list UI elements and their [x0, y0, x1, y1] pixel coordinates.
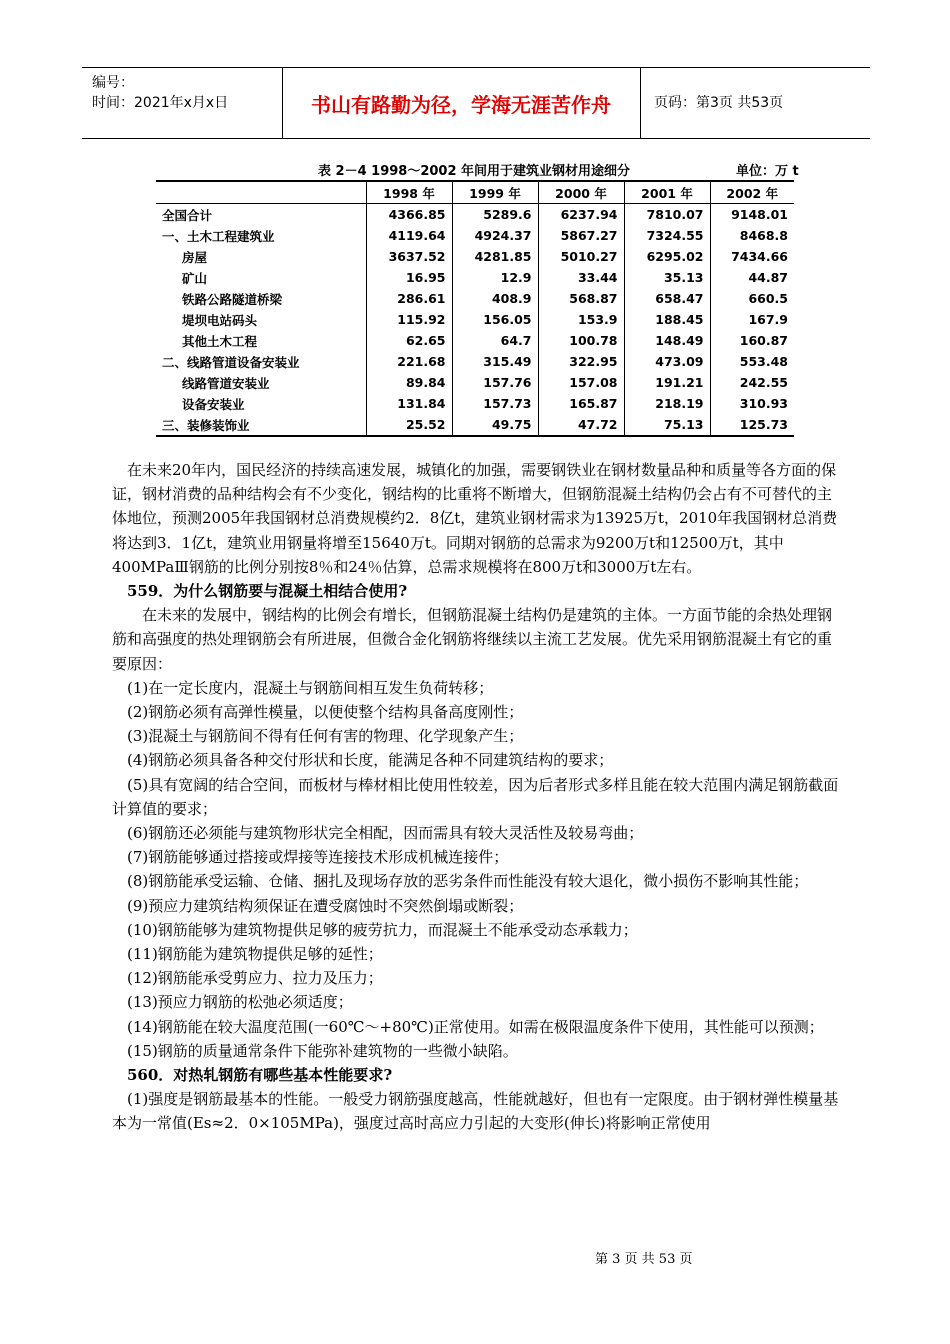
table-cell: 8468.8: [739, 228, 788, 243]
row-label: 设备安装业: [156, 393, 366, 414]
row-label: 一、土木工程建筑业: [156, 225, 366, 246]
page-label: 页码：第3页 共53页: [654, 95, 784, 111]
row-label: 全国合计: [156, 204, 366, 226]
list-item: (11)钢筋能为建筑物提供足够的延性；: [127, 945, 383, 964]
table-cell: 5289.6: [452, 204, 538, 226]
list-item: (6)钢筋还必须能与建筑物形状完全相配，因而需具有较大灵活性及较易弯曲；: [127, 824, 644, 843]
list-item: (12)钢筋能承受剪应力、拉力及压力；: [127, 969, 383, 988]
table-cell: 89.84: [366, 372, 452, 393]
table-row: [156, 288, 794, 309]
column-header: 1998 年: [366, 181, 452, 204]
list-item: (10)钢筋能够为建筑物提供足够的疲劳抗力，而混凝土不能承受动态承载力；: [127, 920, 638, 939]
table-cell: 242.55: [739, 375, 788, 390]
table-row: [156, 330, 794, 351]
table-row: [156, 372, 794, 393]
page-footer: 第 3 页 共 53 页: [595, 1252, 693, 1267]
time-label: 时间：2021年x月x日: [92, 95, 229, 111]
list-item: (9)预应力建筑结构须保证在遭受腐蚀时不突然倒塌或断裂；: [127, 896, 524, 915]
table-row: [156, 414, 794, 436]
row-label: 三、装修装饰业: [156, 414, 366, 436]
table-cell: 5867.27: [538, 225, 624, 246]
list-item: (13)预应力钢筋的松弛必须适度；: [127, 993, 353, 1012]
table-cell: 660.5: [748, 291, 788, 306]
table-cell: 6295.02: [624, 246, 710, 267]
column-header: 2001 年: [624, 181, 710, 204]
row-label: 其他土木工程: [156, 330, 366, 351]
table-cell: 188.45: [624, 309, 710, 330]
table-cell: 4281.85: [452, 246, 538, 267]
table-cell: 218.19: [624, 393, 710, 414]
table-row: [156, 309, 794, 330]
table-unit: 单位：万 t: [736, 164, 799, 179]
table-cell: 125.73: [710, 414, 794, 436]
row-label: 堤坝电站码头: [156, 309, 366, 330]
column-header: 1999 年: [452, 181, 538, 204]
table-cell: 408.9: [452, 288, 538, 309]
table-cell: 5010.27: [538, 246, 624, 267]
table-cell: 4119.64: [366, 225, 452, 246]
table-caption: 表 2－4 1998～2002 年间用于建筑业钢材用途细分: [318, 164, 631, 179]
table-row: [156, 267, 794, 288]
page-header: [82, 67, 870, 139]
steel-usage-table: [156, 180, 794, 437]
table-cell: 157.73: [452, 393, 538, 414]
row-label: 二、线路管道设备安装业: [156, 351, 366, 372]
table-cell: 191.21: [624, 372, 710, 393]
table-cell: 658.47: [624, 288, 710, 309]
table-body: [156, 204, 794, 437]
table-row: [156, 225, 794, 246]
table-cell: 167.9: [748, 312, 788, 327]
table-cell: 157.08: [538, 372, 624, 393]
paragraph-reasons: 在未来的发展中，钢结构的比例会有增长，但钢筋混凝土结构仍是建筑的主体。一方面节能的余热处理钢筋和高强度的热处理钢筋会有所进展，但微合金化钢筋将继续以主流工艺发展。优先采用钢筋混凝土有它的重要原因：: [112, 606, 833, 673]
list-item: (15)钢筋的质量通常条件下能弥补建筑物的一些微小缺陷。: [127, 1041, 518, 1060]
table-cell: 64.7: [452, 330, 538, 351]
list-item: (5)具有宽阔的结合空间，而板材与棒材相比使用性较差，因为后者形式多样且能在较大范围内满足钢筋截面计算值的要求；: [112, 775, 839, 818]
column-header: 2002 年: [710, 181, 794, 204]
table-cell: 157.76: [452, 372, 538, 393]
table-cell: 7324.55: [624, 225, 710, 246]
row-label: 房屋: [156, 246, 366, 267]
list-item: (4)钢筋必须具备各种交付形状和长度，能满足各种不同建筑结构的要求；: [127, 751, 614, 770]
table-cell: 35.13: [624, 267, 710, 288]
list-item: (2)钢筋必须有高弹性模量，以便使整个结构具备高度刚性；: [127, 703, 524, 722]
row-label: 矿山: [156, 267, 366, 288]
paragraph-strength: (1)强度是钢筋最基本的性能。一般受力钢筋强度越高，性能就越好，但也有一定限度。由于钢材弹性模量基本为一常值(Es≈2．0×105MPa)，强度过高时高应力引起的大变形(伸长)将影响正常使用: [112, 1090, 839, 1133]
table-cell: 7810.07: [624, 204, 710, 226]
table-cell: 322.95: [538, 351, 624, 372]
table-cell: 9148.01: [731, 207, 788, 222]
question-560: 560．对热轧钢筋有哪些基本性能要求?: [127, 1066, 393, 1085]
row-label: 线路管道安装业: [156, 372, 366, 393]
list-item: (14)钢筋能在较大温度范围(一60℃～+80℃)正常使用。如需在极限温度条件下使用，其性能可以预测；: [127, 1017, 824, 1036]
table-cell: 75.13: [624, 414, 710, 436]
table-cell: 47.72: [538, 414, 624, 436]
table-cell: 16.95: [366, 267, 452, 288]
table-cell: 553.48: [739, 354, 788, 369]
table-cell: 49.75: [452, 414, 538, 436]
table-cell: 286.61: [366, 288, 452, 309]
list-item: (3)混凝土与钢筋间不得有任何有害的物理、化学现象产生；: [127, 727, 524, 746]
table-cell: 62.65: [366, 330, 452, 351]
motto: 书山有路勤为径，学海无涯苦作舟: [282, 68, 641, 138]
table-row: [156, 246, 794, 267]
table-cell: 44.87: [748, 270, 788, 285]
table-cell: 25.52: [366, 414, 452, 436]
list-item: (8)钢筋能承受运输、仓储、捆扎及现场存放的恶劣条件而性能没有较大退化，微小损伤不影响其性能；: [127, 872, 809, 891]
table-cell: 165.87: [538, 393, 624, 414]
table-cell: 315.49: [452, 351, 538, 372]
table-cell: 7434.66: [731, 249, 788, 264]
table-cell: 4924.37: [452, 225, 538, 246]
table-cell: 160.87: [739, 333, 788, 348]
table-header-row: [156, 181, 794, 204]
table-cell: 115.92: [366, 309, 452, 330]
list-item: (7)钢筋能够通过搭接或焊接等连接技术形成机械连接件；: [127, 848, 509, 867]
number-label: 编号：: [92, 75, 134, 91]
row-label: 铁路公路隧道桥梁: [156, 288, 366, 309]
table-row: [156, 351, 794, 372]
column-header: 2000 年: [538, 181, 624, 204]
body-text: [112, 458, 842, 1136]
table-cell: 221.68: [366, 351, 452, 372]
table-cell: 148.49: [624, 330, 710, 351]
paragraph-forecast: 在未来20年内，国民经济的持续高速发展，城镇化的加强，需要钢铁业在钢材数量品种和质量等各方面的保证，钢材消费的品种结构会有不少变化，钢结构的比重将不断增大，但钢筋混凝土结构仍会占有不可替代的主体地位，预测2005年我国钢材总消费规模约2．8亿t，建筑业钢材需求为13925万t，2010年我国钢材总消费将达到3．1亿t，建筑业用钢量将增至15640万t。同期对钢筋的总需求为9200万t和12500万t，其中400MPaⅢ钢筋的比例分别按8％和24％估算，总需求规模将在800万t和3000万t左右。: [112, 461, 838, 576]
table-cell: 131.84: [366, 393, 452, 414]
table-cell: 6237.94: [538, 204, 624, 226]
table-cell: 153.9: [538, 309, 624, 330]
list-item: (1)在一定长度内，混凝土与钢筋间相互发生负荷转移；: [127, 678, 494, 697]
table-cell: 12.9: [452, 267, 538, 288]
table-cell: 310.93: [739, 396, 788, 411]
table-cell: 33.44: [538, 267, 624, 288]
table-cell: 100.78: [538, 330, 624, 351]
reasons-list: [112, 676, 842, 1063]
question-559: 559．为什么钢筋要与混凝土相结合使用?: [127, 582, 408, 601]
column-header: [156, 181, 366, 204]
table-cell: 156.05: [452, 309, 538, 330]
table-row: [156, 393, 794, 414]
table-row: [156, 204, 794, 226]
table-cell: 4366.85: [366, 204, 452, 226]
table-cell: 473.09: [624, 351, 710, 372]
table-cell: 568.87: [538, 288, 624, 309]
table-cell: 3637.52: [366, 246, 452, 267]
header-info: [82, 68, 283, 138]
